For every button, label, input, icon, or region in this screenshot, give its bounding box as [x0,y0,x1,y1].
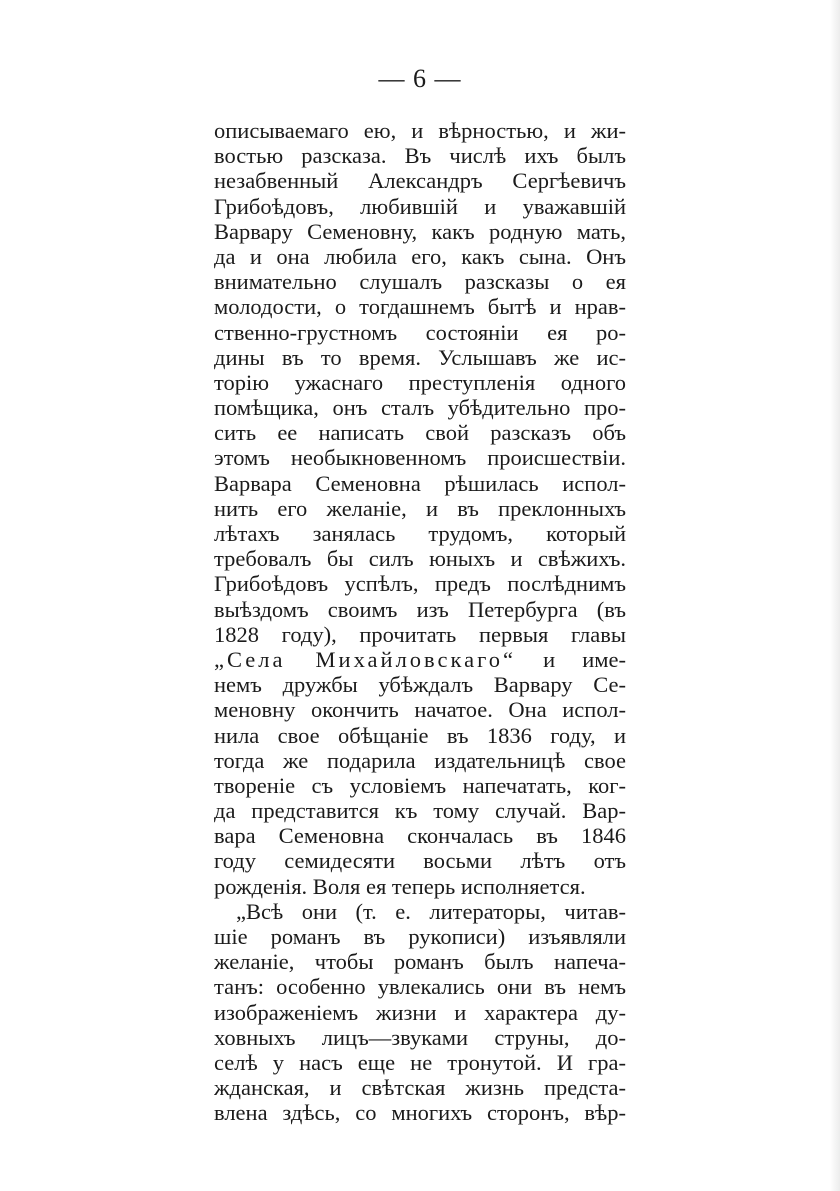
text-line: твореніе съ условіемъ напечатать, ког- [214,772,626,798]
text-line: влена здѣсь, со многихъ сторонъ, вѣр- [214,1100,626,1126]
text-line: ховныхъ лицъ—звуками струны, до- [214,1024,626,1050]
text-line: незабвенный Александръ Сергѣевичъ [214,168,626,194]
text-line: немъ дружбы убѣждалъ Варвару Се- [214,672,626,698]
text-line: изображеніемъ жизни и характера ду- [214,999,626,1025]
text-line: рожденія. Воля ея теперь исполняется. [214,873,586,899]
text-line: востью разсказа. Въ числѣ ихъ былъ [214,143,626,169]
text-line: ственно-грустномъ состояніи ея ро- [214,319,626,345]
novel-title: „Села Михайловскаго“ [214,646,517,672]
text-line: селѣ у насъ еще не тронутой. И гра- [214,1049,626,1075]
page-edge [830,0,840,1191]
text-line: требовалъ бы силъ юныхъ и свѣжихъ. [214,546,626,572]
text-line: выѣздомъ своимъ изъ Петербурга (въ [214,596,626,622]
text-line: внимательно слушалъ разсказы о ея [214,269,626,295]
text-line: Грибоѣдовъ успѣлъ, предъ послѣднимъ [214,571,626,597]
text-line: шіе романъ въ рукописи) изъявляли [214,924,626,949]
text-line: меновну окончить начатое. Она испол- [214,697,626,723]
text-line: Варвару Семеновну, какъ родную мать, [214,218,626,244]
text-line: Грибоѣдовъ, любившій и уважавшій [214,193,626,219]
text-line: торію ужаснаго преступленія одного [214,369,626,395]
text-line: тогда же подарила издательницѣ свое [214,747,626,773]
text-line: помѣщика, онъ сталъ убѣдительно про- [214,395,626,421]
text-line: да и она любила его, какъ сына. Онъ [214,243,626,269]
text-line: желаніе, чтобы романъ былъ напеча- [214,949,626,975]
text-line-with-title [214,647,626,672]
text-line: молодости, о тогдашнемъ бытѣ и нрав- [214,294,626,320]
text-line: сить ее написать свой разсказъ объ [214,420,626,446]
text-line: танъ: особенно увлекались они въ немъ [214,974,626,1000]
text-line: описываемаго ею, и вѣрностью, и жи- [214,118,626,143]
text-line: да представится къ тому случай. Вар- [214,798,626,824]
text-line: жданская, и свѣтская жизнь предста- [214,1075,626,1101]
page-number: — 6 — [378,64,462,93]
body-text [214,118,626,1126]
text-line: Варвара Семеновна рѣшилась испол- [214,470,626,496]
text-line: дины въ то время. Услышавъ же ис- [214,344,626,370]
text-line: году семидесяти восьми лѣтъ отъ [214,848,626,874]
text-line: „Всѣ они (т. е. литераторы, читав- [236,898,626,924]
text-fragment: и име- [543,646,626,672]
text-line: лѣтахъ занялась трудомъ, который [214,521,626,546]
text-line: этомъ необыкновенномъ происшествіи. [214,445,626,471]
text-line: нить его желаніе, и въ преклонныхъ [214,495,626,521]
text-line: 1828 году), прочитать первыя главы [214,621,626,647]
text-line: нила свое обѣщаніе въ 1836 году, и [214,722,626,748]
text-line: вара Семеновна скончалась въ 1846 [214,823,626,849]
